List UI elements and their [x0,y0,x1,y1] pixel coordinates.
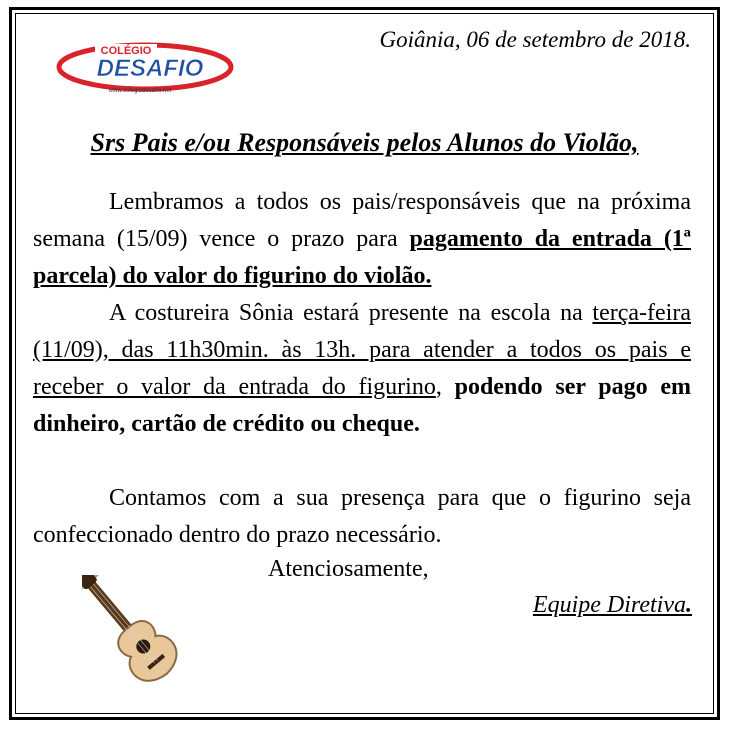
paragraph-3 [33,480,691,554]
signature-text: Equipe Diretiva [532,592,686,618]
logo-top-text: COLÉGIO [100,45,152,57]
paragraph-1 [33,184,691,295]
guitar-icon [82,575,212,695]
signature [533,592,692,619]
p2-bold: podendo ser pago em dinheiro, cartão de crédito ou cheque. [33,374,692,437]
p1-highlight: pagamento da entrada (1ª parcela) do valor do figurino do violão. [33,226,692,289]
p1-text: Lembramos a todos os pais/responsáveis que na próxima semana (15/09) vence o prazo para [33,189,691,252]
heading [0,128,729,158]
logo-main-text: DESAFIO [96,55,204,82]
heading-text: Srs Pais e/ou Responsáveis pelos Alunos do Violão, [90,128,639,157]
colegio-desafio-logo [55,40,235,95]
p2-comma: , [435,374,455,400]
p2-text: A costureira Sônia estará presente na escola na [109,300,593,326]
date-line: Goiânia, 06 de setembro de 2018. [379,27,691,52]
signature-period: . [686,592,692,618]
p3-text: Contamos com a sua presença para que o figurino seja confeccionado dentro do prazo necessário. [33,485,691,548]
paragraph-2 [33,295,691,443]
closing: Atenciosamente, [268,556,429,582]
logo-url-text: www.colegiodesafio.net [108,88,172,94]
p2-underlined: terça-feira (11/09), das 11h30min. às 13h. para atender a todos os pais e receber o valor da entrada do figurino [33,300,691,400]
